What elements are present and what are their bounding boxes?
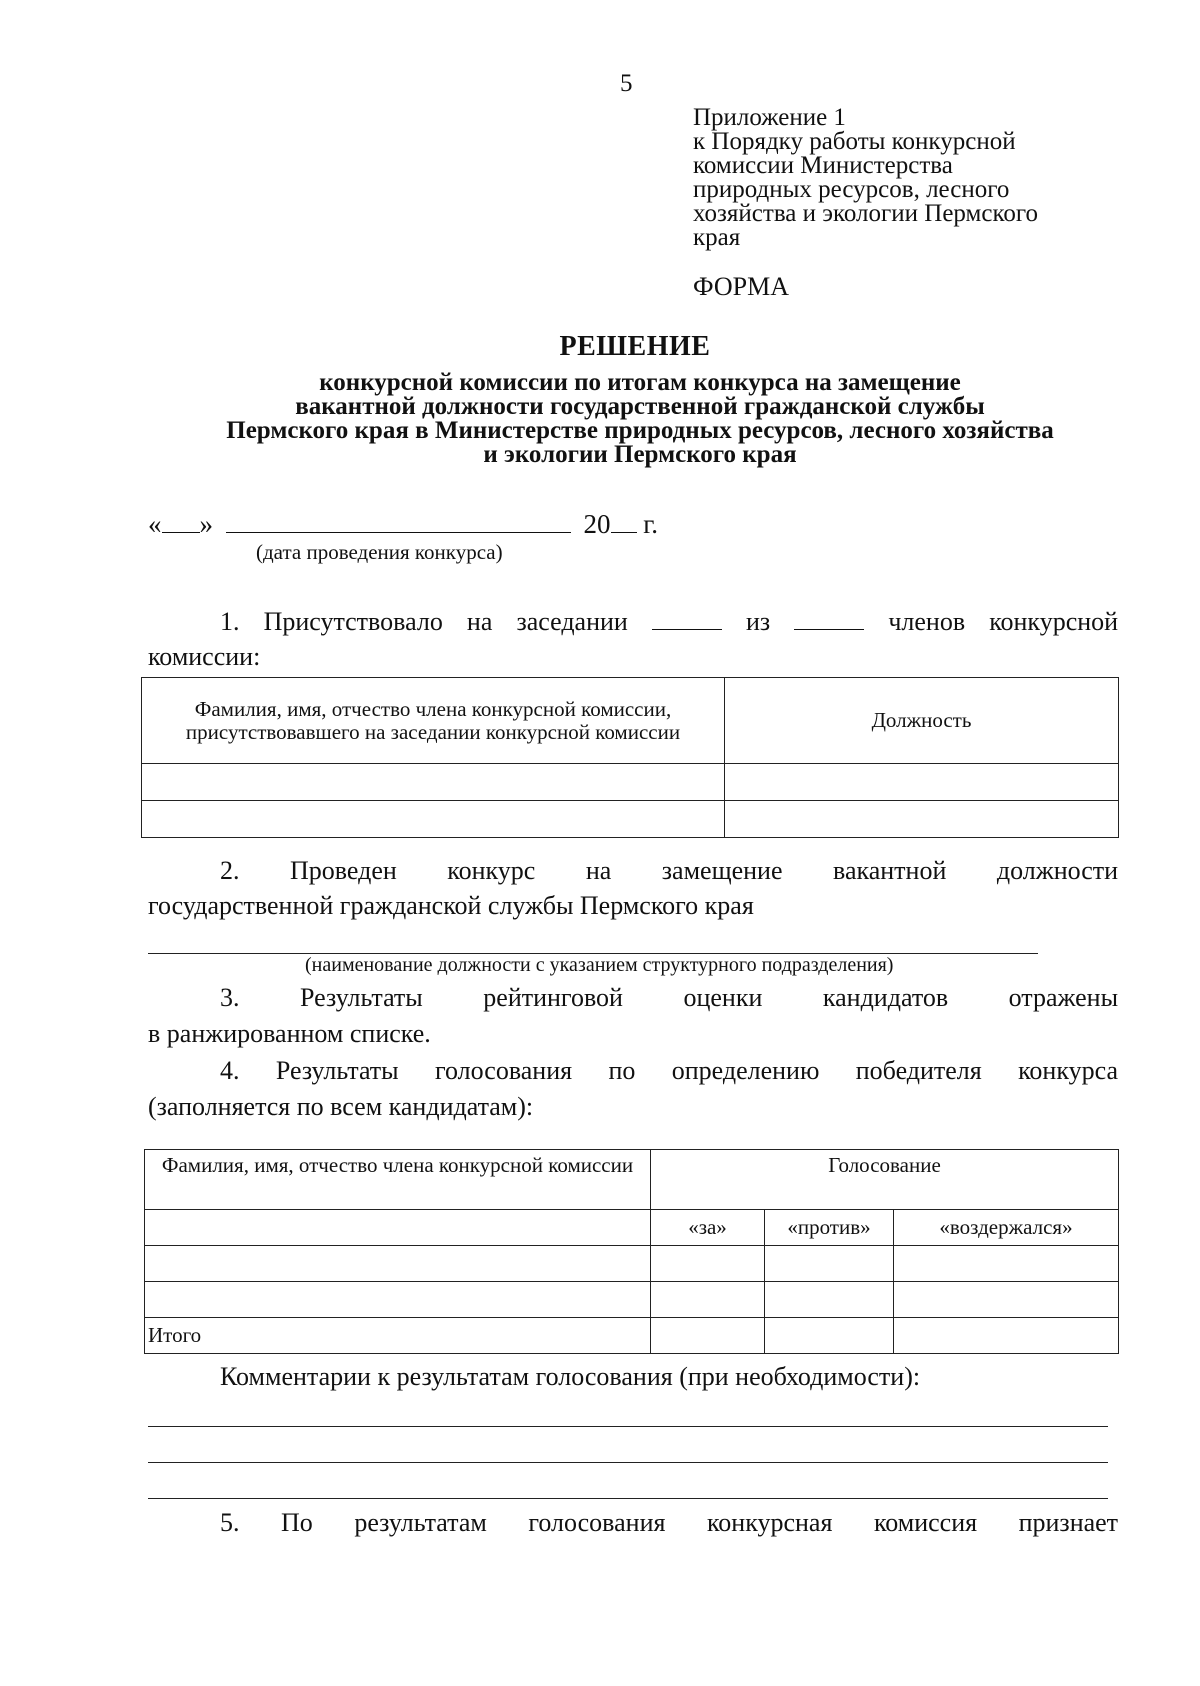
voting-header-name: Фамилия, имя, отчество члена конкурсной комиссии [145,1150,651,1210]
document-subtitle [90,371,1190,467]
appendix-line: природных ресурсов, лесного [693,176,1010,203]
appendix-line: к Порядку работы конкурсной [693,128,1016,155]
section-3-line-1: 3. Результаты рейтинговой оценки кандидатов отражены [220,983,1119,1012]
voting-cell[interactable] [651,1282,765,1318]
members-cell[interactable] [142,801,725,838]
section-5-line-1: 5. По результатам голосования конкурсная комиссия признает [220,1508,1119,1537]
voting-cell[interactable] [894,1246,1119,1282]
comment-line-1[interactable] [148,1426,1108,1427]
comments-label: Комментарии к результатам голосования (при необходимости): [220,1362,921,1391]
comment-line-2[interactable] [148,1462,1108,1463]
subtitle-line: Пермского края в Министерстве природных ресурсов, лесного хозяйства [226,417,1054,444]
day-blank[interactable] [162,508,200,533]
members-cell[interactable] [725,801,1119,838]
year-prefix: 20 [583,509,611,539]
position-name-caption: (наименование должности с указанием структурного подразделения) [305,954,894,976]
section-1-line-1: 1. Присутствовало на заседании из членов конкурсной [220,607,1119,636]
date-open-quote: « [148,509,162,539]
subtitle-line: и экологии Пермского края [483,441,797,468]
section-1-line-2: комиссии: [148,642,261,671]
appendix-line: края [693,224,741,251]
year-blank[interactable] [611,508,637,533]
month-blank[interactable] [226,508,571,533]
date-caption: (дата проведения конкурса) [256,540,503,564]
total-count-blank[interactable] [794,605,864,630]
section-2-line-1: 2. Проведен конкурс на замещение вакантной должности [220,856,1119,885]
voting-table [144,1149,1119,1354]
voting-total-label: Итого [145,1318,651,1354]
subtitle-line: вакантной должности государственной гражданской службы [295,393,985,420]
voting-cell[interactable] [145,1282,651,1318]
voting-total-cell[interactable] [651,1318,765,1354]
voting-col-against: «против» [765,1210,894,1246]
document-title: РЕШЕНИЕ [559,331,711,362]
subtitle-line: конкурсной комиссии по итогам конкурса на замещение [319,369,961,396]
appendix-line: хозяйства и экологии Пермского [693,200,1038,227]
appendix-line: комиссии Министерства [693,152,953,179]
members-cell[interactable] [725,764,1119,801]
section-4-line-1: 4. Результаты голосования по определению победителя конкурса [220,1056,1118,1085]
page-number: 5 [620,70,633,97]
voting-col-abstain: «воздержался» [894,1210,1119,1246]
voting-cell[interactable] [651,1246,765,1282]
date-field [148,508,658,540]
voting-cell[interactable] [145,1246,651,1282]
members-cell[interactable] [142,764,725,801]
year-suffix: г. [643,509,659,539]
voting-total-cell[interactable] [765,1318,894,1354]
section-3-line-2: в ранжированном списке. [148,1019,431,1048]
appendix-header [693,106,1113,250]
voting-cell[interactable] [765,1246,894,1282]
appendix-line: Приложение 1 [693,104,846,131]
voting-header-group: Голосование [651,1150,1119,1210]
members-table [141,677,1119,838]
date-close-quote: » [199,509,213,539]
section-2-line-2: государственной гражданской службы Пермского края [148,891,754,920]
section-4-line-2: (заполняется по всем кандидатам): [148,1092,534,1121]
voting-col-for: «за» [651,1210,765,1246]
voting-cell[interactable] [894,1282,1119,1318]
members-header-name: Фамилия, имя, отчество члена конкурсной комиссии, присутствовавшего на заседании конкурсной комиссии [142,678,725,764]
voting-total-cell[interactable] [894,1318,1119,1354]
present-count-blank[interactable] [652,605,722,630]
members-header-position: Должность [725,678,1119,764]
form-label: ФОРМА [693,272,789,301]
voting-cell[interactable] [145,1210,651,1246]
comment-line-3[interactable] [148,1498,1108,1499]
voting-cell[interactable] [765,1282,894,1318]
